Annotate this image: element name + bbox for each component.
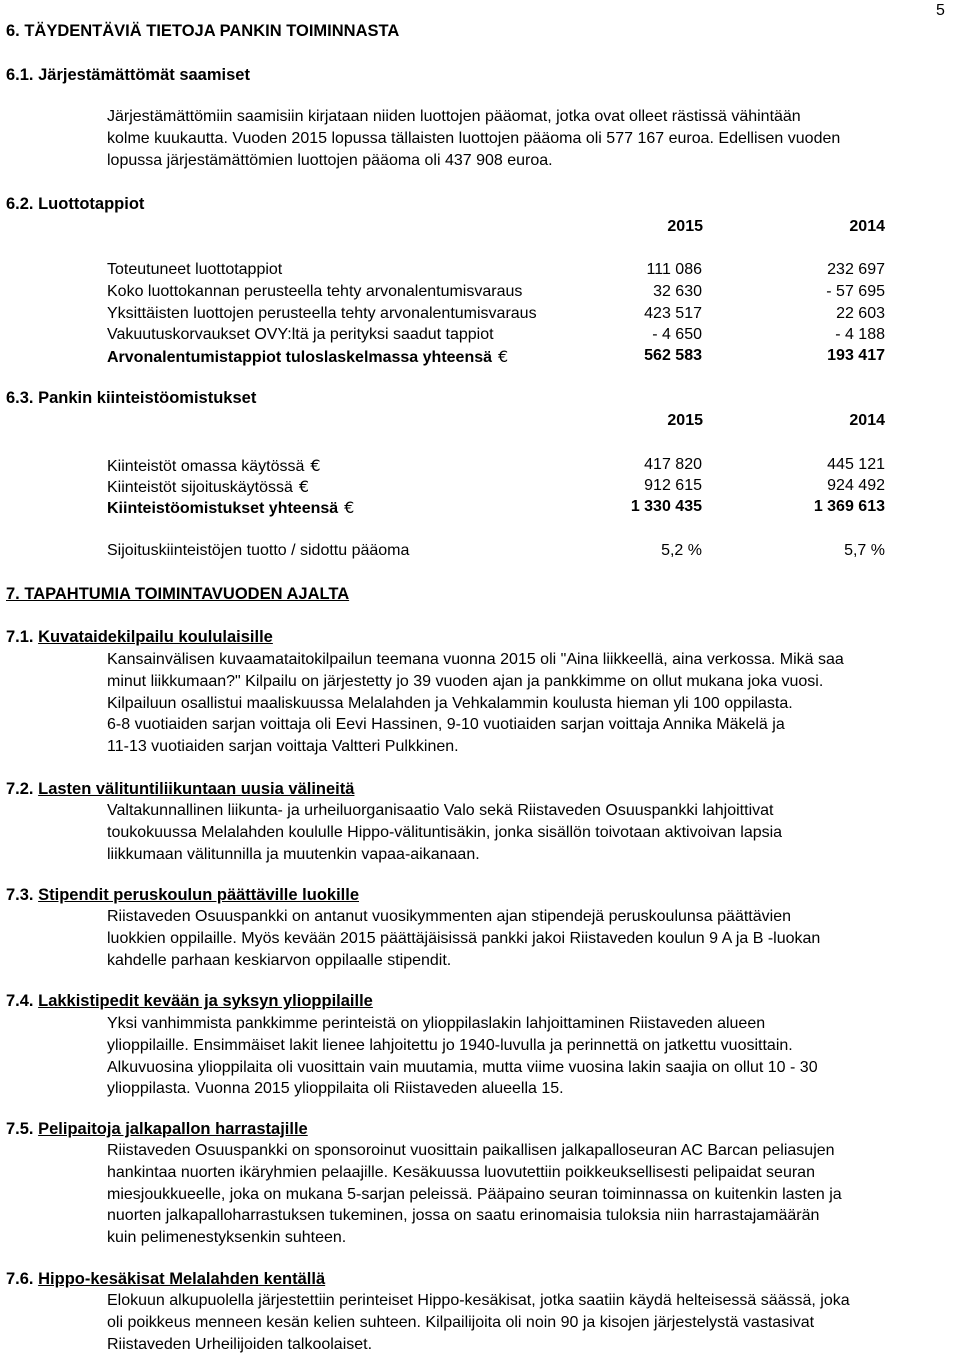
value-2015: - 4 650 bbox=[652, 326, 702, 343]
value-2015: 417 820 bbox=[644, 456, 702, 473]
column-header-2014: 2014 bbox=[849, 412, 885, 429]
text-line: Riistaveden Osuuspankki on sponsoroinut vuosittain paikallisen jalkapalloseuran AC Barcan peliasujen bbox=[107, 1142, 835, 1159]
text-line: kolme kuukautta. Vuoden 2015 lopussa tällaisten luottojen pääoma oli 577 167 euroa. Edellisen vuoden bbox=[107, 129, 841, 147]
text-line: Kansainvälisen kuvaamataitokilpailun teemana vuonna 2015 oli "Aina liikkeellä, aina verkossa. Mikä saa bbox=[107, 651, 844, 668]
value-2014: - 4 188 bbox=[835, 326, 885, 343]
column-header-2014: 2014 bbox=[849, 218, 885, 235]
value-2014: 193 417 bbox=[827, 347, 885, 364]
text-line: Elokuun alkupuolella järjestettiin perinteiset Hippo-kesäkisat, jotka saatiin käydä helteisessä säässä, joka bbox=[107, 1292, 850, 1309]
text-line: Alkuvuosina ylioppilaita oli vuosittain vain muutamia, mutta viime vuosina lakin saajia on ollut 10 - 30 bbox=[107, 1058, 818, 1076]
section-7-6-title: 7.6. Hippo-kesäkisat Melalahden kentällä bbox=[6, 1270, 326, 1288]
text-line: luokkien oppilaille. Myös kevään 2015 päättäjäisissä pankki jakoi Riistaveden koulun 9 A ja B -luokan bbox=[107, 929, 821, 947]
section-6-1-text bbox=[107, 106, 957, 171]
text-line: nuorten jalkapalloharrastuksen tukeminen, jossa on saatu erinomaisia tuloksia niin harrastajamäärän bbox=[107, 1207, 820, 1225]
section-7-1-title: 7.1. Kuvataidekilpailu koululaisille bbox=[6, 628, 273, 646]
value-2015: 423 517 bbox=[644, 305, 702, 322]
value-2015: 912 615 bbox=[644, 477, 702, 494]
text-line: ylioppilasta. Vuonna 2015 ylioppilaita oli Riistaveden alueella 15. bbox=[107, 1080, 564, 1098]
value-2014: 924 492 bbox=[827, 477, 885, 494]
column-header-2015: 2015 bbox=[667, 412, 703, 429]
value-2015: 562 583 bbox=[644, 347, 702, 364]
text-line: Valtakunnallinen liikunta- ja urheiluorganisaatio Valo sekä Riistaveden Osuuspankki lahjoittivat bbox=[107, 802, 774, 819]
value-2014: 5,7 % bbox=[844, 542, 885, 559]
value-2014: 232 697 bbox=[827, 261, 885, 278]
text-line: kuin pelimenestyksenkin suhteen. bbox=[107, 1229, 347, 1247]
section-7-3-title: 7.3. Stipendit peruskoulun päättäville luokille bbox=[6, 886, 359, 904]
row-label: Kiinteistöomistukset yhteensä bbox=[107, 500, 339, 517]
row-label: Yksittäisten luottojen perusteella tehty arvonalentumisvaraus bbox=[107, 305, 537, 322]
section-6-3-title: 6.3. Pankin kiinteistöomistukset bbox=[6, 389, 257, 407]
value-2014: 22 603 bbox=[836, 305, 885, 322]
row-label: Kiinteistöt omassa käytössä bbox=[107, 458, 305, 475]
text-line: toukokuussa Melalahden koululle Hippo-välituntisäkin, jonka sisällön toivotaan aktivoivan lapsia bbox=[107, 823, 783, 841]
text-line: Riistaveden Urheilijoiden talkoolaiset. bbox=[107, 1335, 373, 1353]
section-7-4-title: 7.4. Lakkistipedit kevään ja syksyn ylioppilaille bbox=[6, 992, 373, 1010]
text-line: ylioppilaille. Ensimmäiset lakit lienee lahjoitettu jo 1940-luvulla ja perinnettä on jatkettu vuosittain. bbox=[107, 1036, 793, 1054]
row-label: Vakuutuskorvaukset OVY:ltä ja perityksi saadut tappiot bbox=[107, 326, 494, 343]
section-7-6-text bbox=[107, 1290, 957, 1355]
text-line: minut liikkumaan?" Kilpailu on järjestetty jo 39 vuoden ajan ja pankkimme on ollut mukana joka vuosi. bbox=[107, 672, 824, 690]
text-line: hankintaa nuorten ikäryhmien pelaajille. Kesäkuussa luovutettiin poikkeuksellisesti pelipaidat seuran bbox=[107, 1163, 815, 1181]
section-7-5-text bbox=[107, 1140, 957, 1249]
section-7-1-title-text: Kuvataidekilpailu koululaisille bbox=[38, 628, 273, 646]
value-2015: 32 630 bbox=[653, 283, 702, 300]
row-label: Toteutuneet luottotappiot bbox=[107, 261, 283, 278]
text-line: Kilpailuun osallistui maaliskuussa Melalahden ja Vehkalammin koulusta hieman yli 100 oppilasta. bbox=[107, 694, 793, 712]
text-line: miesjoukkueelle, joka on mukana 5-sarjan peleissä. Pääpaino seuran toiminnassa on kuitenkin lasten ja bbox=[107, 1185, 842, 1203]
euro-sign: € bbox=[344, 498, 355, 517]
section-7-3-text bbox=[107, 906, 957, 971]
text-line: Järjestämättömiin saamisiin kirjataan niiden luottojen pääomat, jotka ovat olleet rästissä vähintään bbox=[107, 108, 801, 125]
text-line: oli poikkeus menneen kesän kelien suhteen. Kilpailijoita oli noin 90 ja kisojen järjestelystä vastasivat bbox=[107, 1313, 815, 1331]
section-6-1-title: 6.1. Järjestämättömät saamiset bbox=[6, 66, 250, 84]
value-2015: 1 330 435 bbox=[630, 498, 702, 515]
section-6-2-title: 6.2. Luottotappiot bbox=[6, 195, 145, 213]
table-row bbox=[107, 326, 897, 348]
section-7-4-title-text: Lakkistipedit kevään ja syksyn ylioppilaille bbox=[38, 992, 373, 1010]
section-7-6-title-text: Hippo-kesäkisat Melalahden kentällä bbox=[38, 1270, 326, 1288]
text-line: liikkumaan välitunnilla ja muutenkin vapaa-aikanaan. bbox=[107, 845, 480, 863]
row-label: Arvonalentumistappiot tuloslaskelmassa yhteensä bbox=[107, 349, 493, 366]
table-row bbox=[107, 456, 897, 478]
section-7-2-title: 7.2. Lasten välituntiliikuntaan uusia välineitä bbox=[6, 780, 355, 798]
table-row bbox=[107, 477, 897, 499]
euro-sign: € bbox=[298, 477, 310, 496]
ratio-row bbox=[107, 542, 897, 564]
section-7-title: 7. TAPAHTUMIA TOIMINTAVUODEN AJALTA bbox=[6, 585, 350, 603]
table-row bbox=[107, 283, 897, 305]
text-line: 6-8 vuotiaiden sarjan voittaja oli Eevi Hassinen, 9-10 vuotiaiden sarjan voittaja Annika Mäkelä ja bbox=[107, 716, 785, 734]
section-7-2-title-text: Lasten välituntiliikuntaan uusia välineitä bbox=[38, 780, 355, 798]
row-label: Sijoituskiinteistöjen tuotto / sidottu pääoma bbox=[107, 542, 410, 559]
column-header-2015: 2015 bbox=[667, 218, 703, 235]
row-label: Kiinteistöt sijoituskäytössä bbox=[107, 479, 293, 496]
section-6-title: 6. TÄYDENTÄVIÄ TIETOJA PANKIN TOIMINNASTA bbox=[6, 22, 400, 40]
euro-sign: € bbox=[310, 456, 321, 475]
text-line: kahdelle parhaan keskiarvon oppilaalle stipendit. bbox=[107, 951, 452, 969]
text-line: Yksi vanhimmista pankkimme perinteistä on ylioppilaslakin lahjoittaminen Riistaveden alueen bbox=[107, 1015, 766, 1032]
total-row bbox=[107, 347, 897, 369]
total-row bbox=[107, 498, 897, 520]
text-line: 11-13 vuotiaiden sarjan voittaja Valtteri Pulkkinen. bbox=[107, 738, 459, 756]
table-row bbox=[107, 305, 897, 327]
section-7-5-title-text: Pelipaitoja jalkapallon harrastajille bbox=[38, 1120, 308, 1138]
text-line: lopussa järjestämättömien luottojen pääoma oli 437 908 euroa. bbox=[107, 151, 553, 169]
section-7-5-title: 7.5. Pelipaitoja jalkapallon harrastajille bbox=[6, 1120, 308, 1138]
section-7-3-title-text: Stipendit peruskoulun päättäville luokille bbox=[38, 886, 359, 904]
value-2014: - 57 695 bbox=[826, 283, 885, 300]
section-7-2-text bbox=[107, 800, 957, 865]
value-2014: 1 369 613 bbox=[813, 498, 885, 515]
section-7-4-text bbox=[107, 1013, 957, 1100]
section-7-1-text bbox=[107, 649, 957, 758]
value-2015: 5,2 % bbox=[661, 542, 702, 559]
text-line: Riistaveden Osuuspankki on antanut vuosikymmenten ajan stipendejä peruskoulunsa päättävien bbox=[107, 908, 791, 925]
table-row bbox=[107, 261, 897, 283]
euro-sign: € bbox=[498, 347, 509, 366]
page-number: 5 bbox=[936, 2, 945, 19]
value-2015: 111 086 bbox=[646, 261, 702, 278]
value-2014: 445 121 bbox=[827, 456, 885, 473]
row-label: Koko luottokannan perusteella tehty arvonalentumisvaraus bbox=[107, 283, 523, 300]
